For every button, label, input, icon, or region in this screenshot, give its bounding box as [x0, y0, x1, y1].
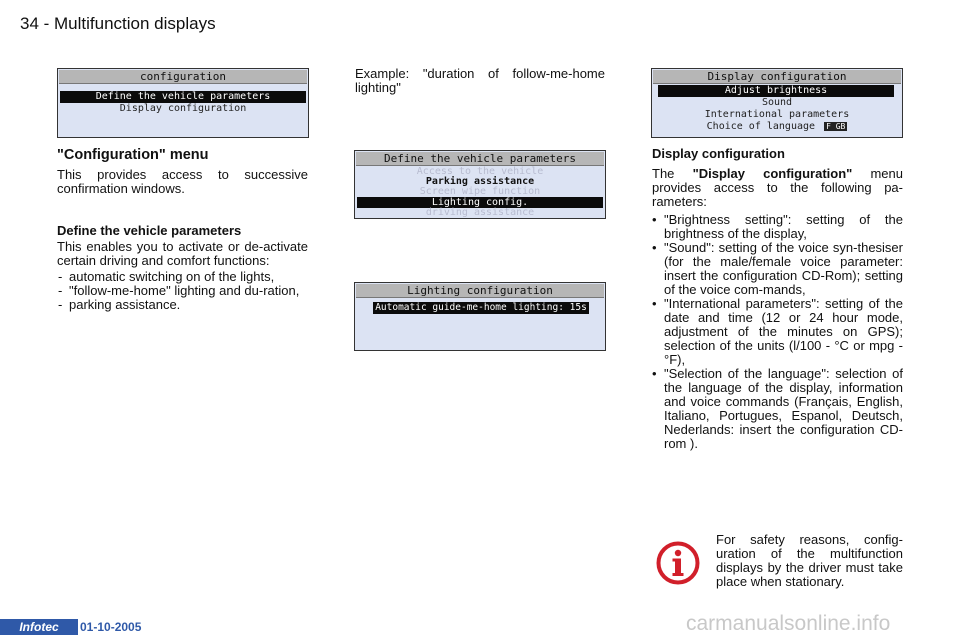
list-item: - automatic switching on of the lights, [57, 270, 308, 284]
intro-bold: "Display configuration" [692, 166, 853, 181]
screen-row: Display configuration [119, 103, 247, 114]
example-caption: Example: "duration of follow-me-home lighting" [355, 66, 605, 95]
display-parameter-list [652, 213, 903, 451]
screen-row: Access to the vehicle [416, 166, 544, 177]
display-intro [652, 167, 903, 209]
footer-date: 01-10-2005 [80, 620, 142, 634]
screen-row: Sound [761, 97, 793, 108]
list-item: • "Sound": setting of the voice syn-thesiser (for the male/female voice parameter: insert the configuration CD-Rom); setting of the voice com-mands, [652, 241, 903, 297]
configuration-intro: This provides access to successive confirmation windows. [57, 167, 308, 196]
screen-row: driving assistance [425, 207, 535, 218]
screen-row-selected: Adjust brightness [658, 85, 894, 97]
screen-title: Define the vehicle parameters [356, 152, 604, 166]
screen-title: Display configuration [653, 70, 901, 84]
intro-text: The [652, 166, 693, 181]
screen-row-selected: Lighting config. [357, 197, 603, 208]
list-item: - "follow-me-home" lighting and du-ration, [57, 284, 308, 298]
screen-title: Lighting configuration [356, 284, 604, 298]
screen-row-label: Choice of language [706, 121, 816, 132]
intro-text: menu provides access to the following pa-rameters: [652, 166, 903, 209]
screen-configuration [57, 68, 309, 138]
language-badge: F GB [826, 122, 846, 131]
screen-row: Screen wipe function [419, 186, 541, 197]
list-item: - parking assistance. [57, 298, 308, 312]
screen-row: Parking assistance [425, 176, 535, 187]
page-title: 34 - Multifunction displays [20, 14, 216, 33]
vehicle-function-list [57, 270, 308, 312]
screen-row [652, 121, 902, 133]
screen-row-selected: Automatic guide-me-home lighting: 15s [373, 302, 589, 314]
screen-lighting-configuration [354, 282, 606, 351]
left-column [57, 148, 308, 312]
list-item: • "Selection of the language": selection of the language of the display, information and voice commands (Français, English, Italiano, Portugues, Espanol, Deutsch, Nederlands: insert the configuration CD-rom ). [652, 367, 903, 451]
list-item: • "Brightness setting": setting of the brightness of the display, [652, 213, 903, 241]
section-heading-display: Display configuration [652, 146, 785, 161]
screen-row-selected: Define the vehicle parameters [60, 91, 306, 103]
section-heading-configuration: "Configuration" menu [57, 147, 209, 163]
subsection-heading-vehicle: Define the vehicle parameters [57, 223, 242, 238]
screen-vehicle-parameters [354, 150, 606, 219]
watermark: carmanualsonline.info [686, 612, 891, 635]
screen-display-configuration [651, 68, 903, 138]
screen-row: International parameters [704, 109, 850, 120]
screen-title: configuration [59, 70, 307, 84]
vehicle-intro: This enables you to activate or de-activate certain driving and comfort functions: [57, 239, 308, 268]
infotec-logo: Infotec [0, 619, 78, 635]
list-item: • "International parameters": setting of the date and time (12 or 24 hour mode, adjustment of the minutes on GPS); selection of the units (l/100 - °C or mpg - °F), [652, 297, 903, 367]
right-column [652, 147, 903, 451]
info-icon [656, 541, 700, 585]
safety-note: For safety reasons, config-uration of the multifunction displays by the driver must take place when stationary. [716, 532, 903, 589]
